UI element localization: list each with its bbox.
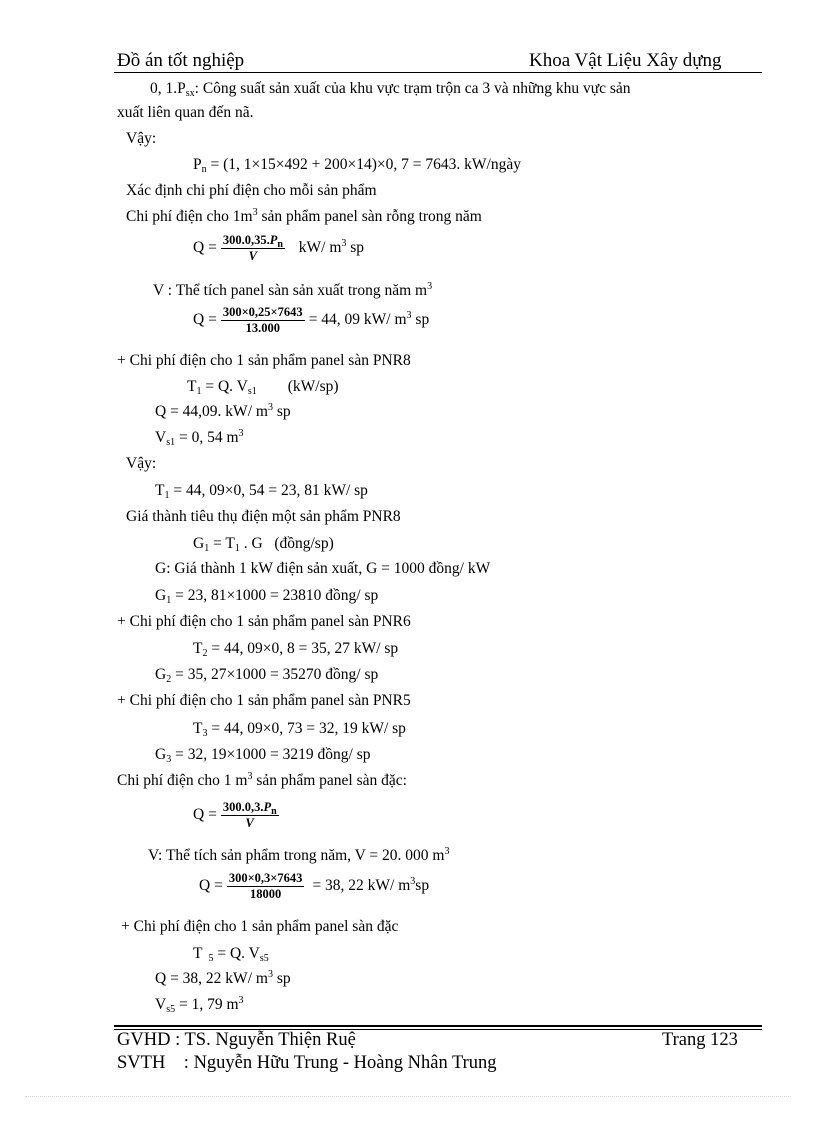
- fraction: $\frac{300.0,35.P_n}{V}$: [222, 233, 283, 263]
- text-line: V : Thể tích panel sàn sản xuất trong năm $m^3$: [153, 281, 433, 299]
- text-line: Chi phí điện cho 1 $m^3$ sản phẩm panel sàn đặc:: [117, 771, 407, 789]
- formula-line: $P_n = (1$, 1×15×492 + 200×14)×0, 7 = 7643. kW/ngày: [193, 156, 521, 175]
- formula-line: $G_1 = T_1$ . G (đồng/sp): [193, 535, 334, 554]
- text-line: Giá thành tiêu thụ điện một sản phẩm PNR8: [126, 508, 401, 525]
- formula-line: T $_5$ = Q. $V_{s5}$: [193, 945, 269, 964]
- formula-line: Q = $\frac{300\times 0,25\times 7643}{13.000}$ = 44, 09 kW/ $m^3$ sp: [193, 305, 430, 335]
- formula-line: $G_3 = 32$, 19×1000 = 3219 đồng/ sp: [155, 746, 371, 765]
- text-line: G: Giá thành 1 kW điện sản xuất, G = 1000 đồng/ kW: [155, 560, 491, 577]
- header-title-left: Đồ án tốt nghiệp: [117, 50, 245, 71]
- text-line: xuất liên quan đến nã.: [117, 104, 254, 121]
- text-line: Vậy:: [126, 455, 157, 472]
- formula-line: Q = $\frac{300.0,3.P_n}{V}$: [193, 800, 277, 830]
- formula-line: $T_3 = 44$, 09×0, 73 = 32, 19 kW/ sp: [193, 720, 406, 739]
- text-line: Chi phí điện cho $1m^3$ sản phẩm panel sàn rỗng trong năm: [126, 207, 482, 225]
- text-line: V: Thể tích sản phẩm trong năm, V = 20. 000 $m^3$: [148, 846, 450, 864]
- formula-line: Q = 38, 22 kW/ $m^3$ sp: [155, 969, 291, 987]
- formula-line: $V_{s5} = 1$, 79 $m^3$: [155, 995, 244, 1015]
- header-rule: [114, 72, 762, 73]
- footer-rule-thick: [114, 1025, 762, 1027]
- formula-line: $G_2 = 35$, 27×1000 = 35270 đồng/ sp: [155, 666, 379, 685]
- text-line: + Chi phí điện cho 1 sản phẩm panel sàn đặc: [121, 918, 399, 935]
- footer-page-number: Trang 123: [662, 1030, 738, 1050]
- formula-line: $V_{s1} = 0$, 54 $m^3$: [155, 428, 244, 448]
- page-edge-divider: [25, 1096, 791, 1097]
- fraction: $\frac{300\times 0,25\times 7643}{13.000}$: [222, 305, 303, 335]
- text-line: Vậy:: [126, 130, 157, 147]
- formula-line: $G_1 = 23$, 81×1000 = 23810 đồng/ sp: [155, 587, 379, 606]
- formula-line: $T_1 = 44$, 09×0, 54 = 23, 81 kW/ sp: [155, 482, 368, 501]
- text-line: + Chi phí điện cho 1 sản phẩm panel sàn PNR8: [117, 352, 411, 369]
- footer-students: SVTH : Nguyễn Hữu Trung - Hoàng Nhân Trung: [117, 1053, 497, 1073]
- fraction: $\frac{300\times 0,3\times 7643}{18000}$: [228, 871, 303, 901]
- formula-line: $T_1 = Q$. $V_{s1}$ (kW/sp): [187, 378, 339, 397]
- text-line: + Chi phí điện cho 1 sản phẩm panel sàn PNR6: [117, 613, 411, 630]
- text-line: 0, $1.P_{sx}$: Công suất sản xuất của khu vực trạm trộn ca 3 và những khu vực sản: [150, 80, 631, 99]
- fraction: $\frac{300.0,3.P_n}{V}$: [222, 800, 277, 830]
- text-line: Xác định chi phí điện cho mỗi sản phẩm: [126, 182, 377, 199]
- footer-supervisor: GVHD : TS. Nguyễn Thiện Ruệ: [117, 1030, 356, 1050]
- formula-line: $T_2 = 44$, 09×0, 8 = 35, 27 kW/ sp: [193, 640, 399, 659]
- header-title-right: Khoa Vật Liệu Xây dựng: [529, 50, 722, 71]
- formula-line: Q = 44,09. kW/ $m^3$ sp: [155, 402, 291, 420]
- text-line: + Chi phí điện cho 1 sản phẩm panel sàn PNR5: [117, 692, 411, 709]
- formula-line: Q = $\frac{300.0,35.P_n}{V}$ kW/ $m^3$ sp: [193, 233, 365, 263]
- formula-line: Q = $\frac{300\times 0,3\times 7643}{18000}$ = 38, 22 kW/ $m^3sp$: [199, 871, 430, 901]
